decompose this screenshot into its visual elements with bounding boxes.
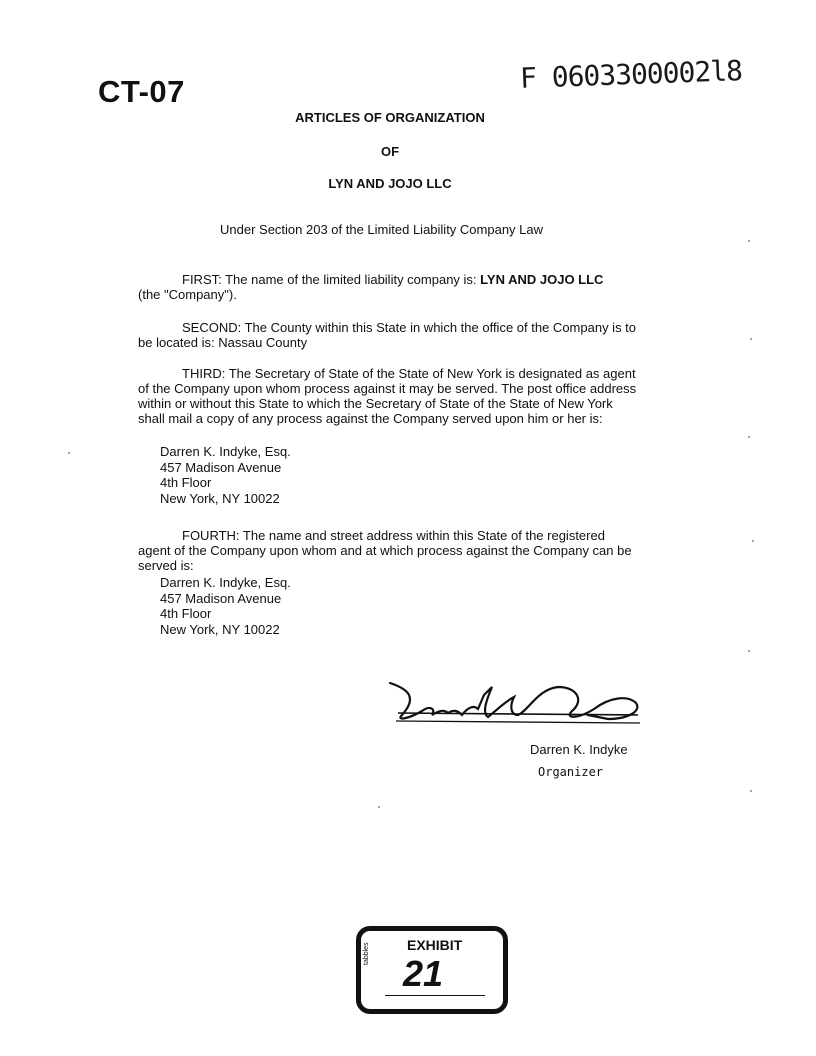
- scan-speck: [748, 650, 750, 652]
- address-line: Darren K. Indyke, Esq.: [160, 575, 291, 590]
- article-third-text: THIRD: The Secretary of State of the State of New York is designated as agent of the Company upon whom process against it may be served. The post office address within or without this State to which the Secretary of State of the State of New York shall mail a copy of any process against the Company served upon him or her is:: [138, 366, 637, 426]
- exhibit-label: EXHIBIT: [407, 937, 463, 953]
- article-first-text: FIRST: The name of the limited liability company is:: [182, 272, 481, 287]
- article-fourth-text: FOURTH: The name and street address within this State of the registered agent of the Company upon whom and at which process against the Company can be served is:: [138, 528, 632, 573]
- article-third: [138, 366, 638, 426]
- statute-subtitle: Under Section 203 of the Limited Liability Company Law: [220, 222, 544, 237]
- article-second: [138, 320, 638, 350]
- address-line: Darren K. Indyke, Esq.: [160, 444, 291, 459]
- exhibit-number: 21: [403, 953, 444, 994]
- exhibit-underline: [385, 995, 485, 996]
- exhibit-sticker: [356, 926, 508, 1014]
- address-line: 4th Floor: [160, 475, 212, 490]
- address-line: 457 Madison Avenue: [160, 590, 282, 606]
- address-line: 457 Madison Avenue: [160, 459, 282, 475]
- scan-speck: [752, 540, 754, 542]
- fourth-address: [160, 575, 291, 637]
- article-first: [138, 272, 638, 302]
- article-fourth: [138, 528, 638, 573]
- article-first-company: LYN AND JOJO LLC: [480, 272, 604, 287]
- filing-number: F 0603300002l8: [519, 54, 743, 95]
- scan-speck: [750, 338, 752, 340]
- scan-speck: [750, 790, 752, 792]
- address-line: 4th Floor: [160, 606, 212, 621]
- address-line: New York, NY 10022: [160, 621, 280, 637]
- form-code: CT-07: [98, 74, 185, 109]
- article-second-text: SECOND: The County within this State in which the office of the Company is to be located is: Nassau County: [138, 320, 637, 350]
- address-line: New York, NY 10022: [160, 490, 280, 506]
- scan-speck: [68, 452, 70, 454]
- scan-speck: [748, 240, 750, 242]
- third-address: [160, 444, 291, 506]
- scan-speck: [748, 436, 750, 438]
- company-name-title: LYN AND JOJO LLC: [328, 176, 452, 191]
- document-title-of: OF: [380, 144, 400, 159]
- document-title: ARTICLES OF ORGANIZATION: [295, 110, 485, 125]
- signer-title: Organizer: [538, 765, 604, 779]
- article-first-tail: (the "Company").: [138, 287, 237, 302]
- scan-speck: [378, 806, 380, 808]
- handwritten-signature: [388, 675, 648, 735]
- exhibit-brand: tabbles: [363, 942, 370, 965]
- signer-name: Darren K. Indyke: [530, 742, 628, 757]
